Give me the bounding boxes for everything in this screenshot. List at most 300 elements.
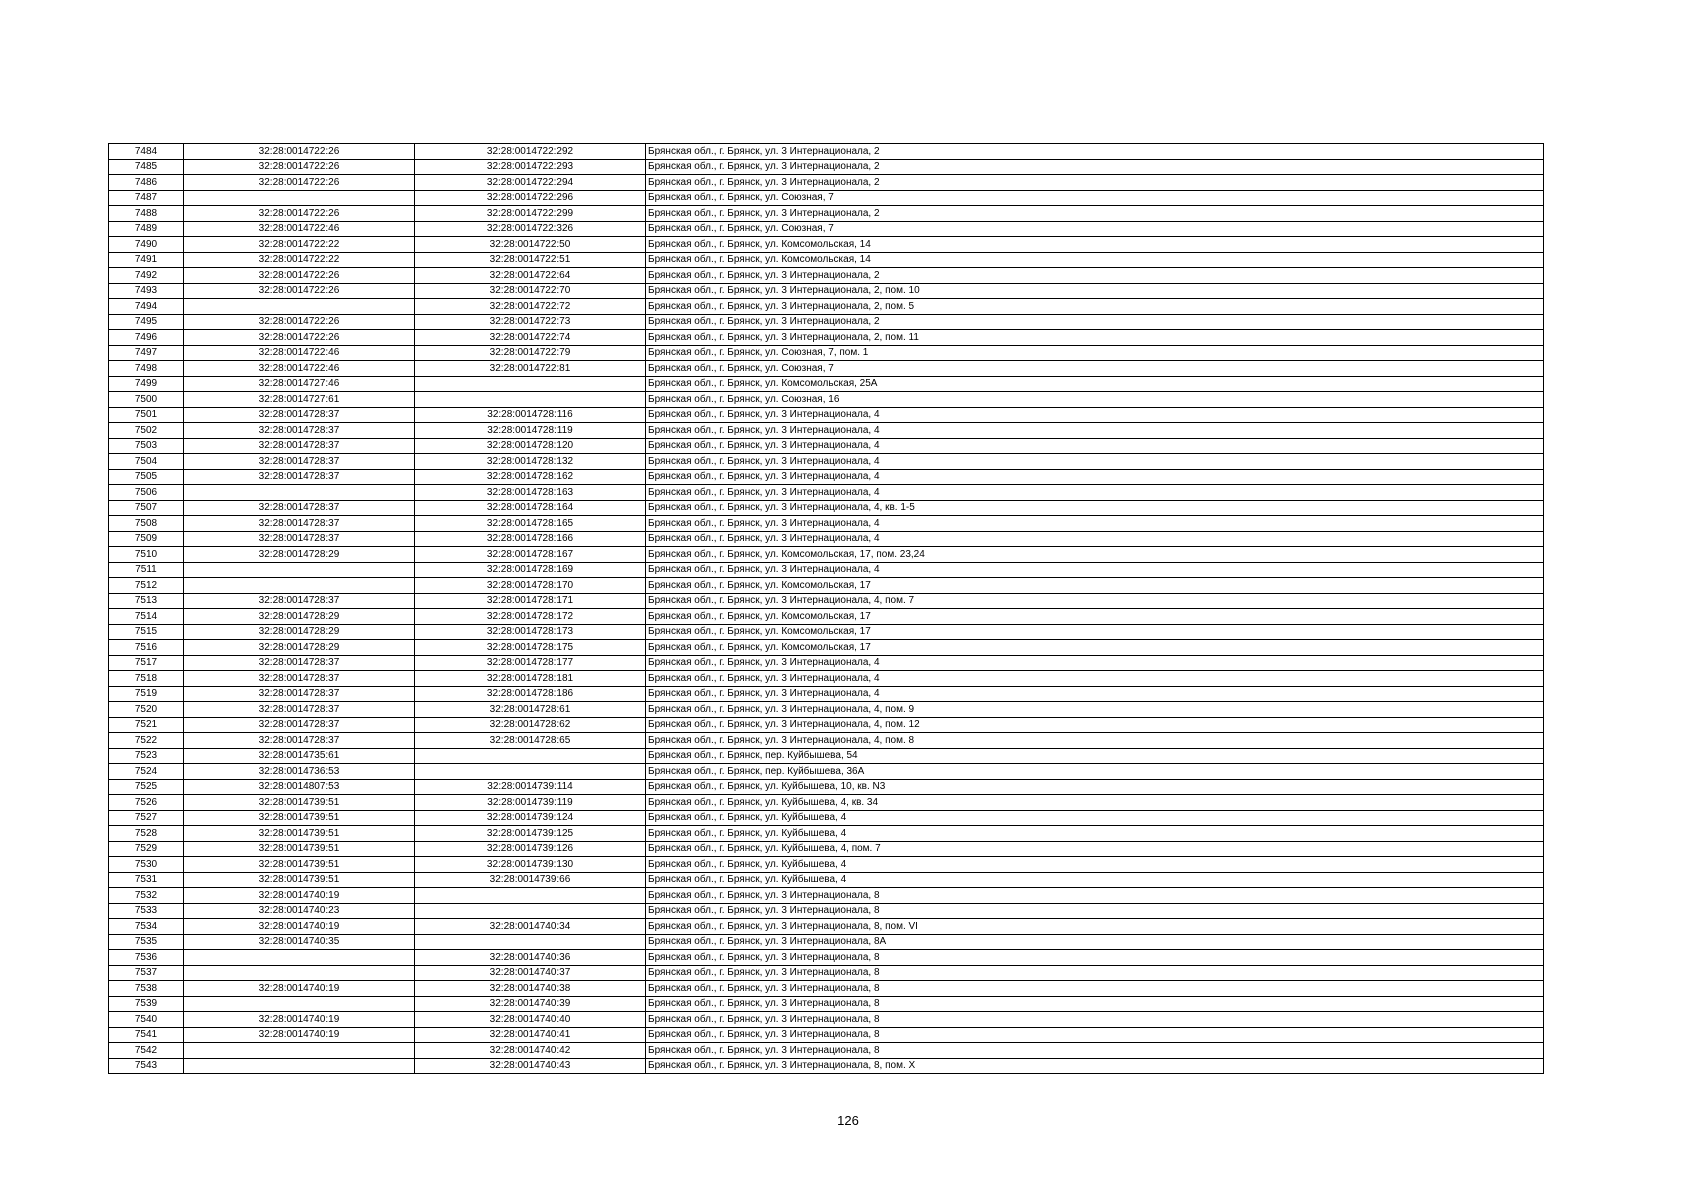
object-number-cell: 32:28:0014722:299 [415,206,646,222]
object-number-cell [415,903,646,919]
parcel-number-cell: 32:28:0014728:37 [184,655,415,671]
address-cell: Брянская обл., г. Брянск, ул. Комсомольская, 17 [646,578,1544,594]
address-cell: Брянская обл., г. Брянск, ул. 3 Интернационала, 4 [646,516,1544,532]
row-number-cell: 7487 [109,190,184,206]
parcel-number-cell: 32:28:0014728:37 [184,454,415,470]
table-row [109,965,1544,981]
address-cell: Брянская обл., г. Брянск, ул. 3 Интернационала, 8 [646,996,1544,1012]
parcel-number-cell: 32:28:0014739:51 [184,795,415,811]
row-number-cell: 7509 [109,531,184,547]
address-cell: Брянская обл., г. Брянск, ул. 3 Интернационала, 8А [646,934,1544,950]
row-number-cell: 7504 [109,454,184,470]
parcel-number-cell: 32:28:0014740:35 [184,934,415,950]
table-row [109,981,1544,997]
table-row [109,702,1544,718]
table-row [109,469,1544,485]
row-number-cell: 7518 [109,671,184,687]
object-number-cell: 32:28:0014722:64 [415,268,646,284]
parcel-number-cell: 32:28:0014728:37 [184,717,415,733]
object-number-cell: 32:28:0014722:293 [415,159,646,175]
table-row [109,547,1544,563]
address-cell: Брянская обл., г. Брянск, ул. 3 Интернационала, 4, пом. 9 [646,702,1544,718]
parcel-number-cell: 32:28:0014740:19 [184,1027,415,1043]
address-cell: Брянская обл., г. Брянск, ул. Союзная, 7 [646,361,1544,377]
table-row [109,857,1544,873]
parcel-number-cell: 32:28:0014728:37 [184,686,415,702]
address-cell: Брянская обл., г. Брянск, ул. 3 Интернационала, 8 [646,965,1544,981]
table-row [109,950,1544,966]
object-number-cell: 32:28:0014728:119 [415,423,646,439]
parcel-number-cell [184,578,415,594]
page-number: 126 [837,1113,859,1128]
address-cell: Брянская обл., г. Брянск, ул. Союзная, 7, пом. 1 [646,345,1544,361]
table-row [109,1058,1544,1074]
parcel-number-cell: 32:28:0014728:37 [184,423,415,439]
row-number-cell: 7515 [109,624,184,640]
parcel-number-cell: 32:28:0014739:51 [184,841,415,857]
row-number-cell: 7540 [109,1012,184,1028]
parcel-number-cell: 32:28:0014722:26 [184,268,415,284]
table-row [109,407,1544,423]
address-cell: Брянская обл., г. Брянск, ул. Комсомольская, 17, пом. 23,24 [646,547,1544,563]
table-row [109,717,1544,733]
object-number-cell [415,376,646,392]
row-number-cell: 7510 [109,547,184,563]
row-number-cell: 7496 [109,330,184,346]
object-number-cell: 32:28:0014728:164 [415,500,646,516]
parcel-number-cell [184,965,415,981]
address-cell: Брянская обл., г. Брянск, ул. 3 Интернационала, 8 [646,903,1544,919]
row-number-cell: 7532 [109,888,184,904]
row-number-cell: 7529 [109,841,184,857]
row-number-cell: 7537 [109,965,184,981]
table-row [109,500,1544,516]
object-number-cell: 32:28:0014739:126 [415,841,646,857]
parcel-number-cell: 32:28:0014740:19 [184,981,415,997]
parcel-number-cell: 32:28:0014722:46 [184,361,415,377]
object-number-cell: 32:28:0014740:43 [415,1058,646,1074]
object-number-cell: 32:28:0014728:162 [415,469,646,485]
row-number-cell: 7500 [109,392,184,408]
row-number-cell: 7488 [109,206,184,222]
row-number-cell: 7503 [109,438,184,454]
row-number-cell: 7539 [109,996,184,1012]
object-number-cell: 32:28:0014722:292 [415,144,646,160]
table-row [109,376,1544,392]
address-cell: Брянская обл., г. Брянск, ул. Куйбышева, 4, кв. 34 [646,795,1544,811]
object-number-cell: 32:28:0014722:73 [415,314,646,330]
address-cell: Брянская обл., г. Брянск, ул. Комсомольская, 25А [646,376,1544,392]
object-number-cell: 32:28:0014728:62 [415,717,646,733]
address-cell: Брянская обл., г. Брянск, ул. Комсомольская, 17 [646,640,1544,656]
table-row [109,237,1544,253]
parcel-number-cell: 32:28:0014727:46 [184,376,415,392]
row-number-cell: 7524 [109,764,184,780]
object-number-cell: 32:28:0014722:50 [415,237,646,253]
table-row [109,640,1544,656]
address-cell: Брянская обл., г. Брянск, ул. 3 Интернационала, 4, кв. 1-5 [646,500,1544,516]
object-number-cell: 32:28:0014740:37 [415,965,646,981]
address-cell: Брянская обл., г. Брянск, ул. 3 Интернационала, 2, пом. 5 [646,299,1544,315]
table-row [109,190,1544,206]
row-number-cell: 7512 [109,578,184,594]
address-cell: Брянская обл., г. Брянск, ул. 3 Интернационала, 8, пом. VI [646,919,1544,935]
table-row [109,996,1544,1012]
parcel-number-cell [184,996,415,1012]
object-number-cell: 32:28:0014722:70 [415,283,646,299]
row-number-cell: 7542 [109,1043,184,1059]
row-number-cell: 7536 [109,950,184,966]
parcel-number-cell [184,299,415,315]
table-row [109,733,1544,749]
address-cell: Брянская обл., г. Брянск, ул. 3 Интернационала, 8 [646,950,1544,966]
parcel-number-cell: 32:28:0014722:26 [184,314,415,330]
parcel-number-cell: 32:28:0014739:51 [184,810,415,826]
row-number-cell: 7489 [109,221,184,237]
address-cell: Брянская обл., г. Брянск, пер. Куйбышева, 36А [646,764,1544,780]
address-cell: Брянская обл., г. Брянск, ул. 3 Интернационала, 8 [646,888,1544,904]
table-row [109,810,1544,826]
address-cell: Брянская обл., г. Брянск, ул. 3 Интернационала, 4 [646,655,1544,671]
row-number-cell: 7526 [109,795,184,811]
parcel-number-cell: 32:28:0014722:46 [184,345,415,361]
row-number-cell: 7530 [109,857,184,873]
row-number-cell: 7501 [109,407,184,423]
address-cell: Брянская обл., г. Брянск, ул. 3 Интернационала, 2 [646,144,1544,160]
object-number-cell [415,888,646,904]
address-cell: Брянская обл., г. Брянск, ул. 3 Интернационала, 8 [646,1027,1544,1043]
parcel-number-cell: 32:28:0014807:53 [184,779,415,795]
table-row [109,779,1544,795]
parcel-number-cell: 32:28:0014722:22 [184,237,415,253]
row-number-cell: 7538 [109,981,184,997]
row-number-cell: 7495 [109,314,184,330]
address-cell: Брянская обл., г. Брянск, ул. 3 Интернационала, 4 [646,671,1544,687]
object-number-cell: 32:28:0014739:114 [415,779,646,795]
parcel-number-cell [184,950,415,966]
object-number-cell: 32:28:0014728:61 [415,702,646,718]
parcel-number-cell: 32:28:0014736:53 [184,764,415,780]
row-number-cell: 7513 [109,593,184,609]
address-cell: Брянская обл., г. Брянск, ул. Куйбышева, 4, пом. 7 [646,841,1544,857]
table-row [109,872,1544,888]
table-row [109,919,1544,935]
parcel-number-cell: 32:28:0014728:37 [184,469,415,485]
row-number-cell: 7523 [109,748,184,764]
table-row [109,454,1544,470]
table-row [109,361,1544,377]
table-row [109,888,1544,904]
object-number-cell: 32:28:0014739:130 [415,857,646,873]
object-number-cell: 32:28:0014728:172 [415,609,646,625]
row-number-cell: 7511 [109,562,184,578]
row-number-cell: 7516 [109,640,184,656]
row-number-cell: 7535 [109,934,184,950]
table-row [109,144,1544,160]
parcel-number-cell: 32:28:0014739:51 [184,872,415,888]
object-number-cell: 32:28:0014728:171 [415,593,646,609]
table-row [109,268,1544,284]
object-number-cell: 32:28:0014728:166 [415,531,646,547]
table-body [109,144,1544,1074]
table-row [109,593,1544,609]
object-number-cell [415,934,646,950]
address-cell: Брянская обл., г. Брянск, ул. Комсомольская, 17 [646,624,1544,640]
table-row [109,485,1544,501]
row-number-cell: 7533 [109,903,184,919]
table-row [109,252,1544,268]
table-row [109,392,1544,408]
object-number-cell: 32:28:0014728:186 [415,686,646,702]
parcel-number-cell: 32:28:0014728:29 [184,624,415,640]
table-row [109,686,1544,702]
parcel-number-cell: 32:28:0014728:37 [184,407,415,423]
address-cell: Брянская обл., г. Брянск, ул. 3 Интернационала, 4, пом. 12 [646,717,1544,733]
row-number-cell: 7517 [109,655,184,671]
table-row [109,826,1544,842]
cadastral-table [108,143,1544,1074]
row-number-cell: 7497 [109,345,184,361]
object-number-cell: 32:28:0014728:167 [415,547,646,563]
object-number-cell: 32:28:0014740:34 [415,919,646,935]
address-cell: Брянская обл., г. Брянск, ул. 3 Интернационала, 4 [646,423,1544,439]
row-number-cell: 7502 [109,423,184,439]
object-number-cell: 32:28:0014739:119 [415,795,646,811]
address-cell: Брянская обл., г. Брянск, ул. Комсомольская, 17 [646,609,1544,625]
row-number-cell: 7527 [109,810,184,826]
address-cell: Брянская обл., г. Брянск, ул. 3 Интернационала, 2 [646,314,1544,330]
object-number-cell: 32:28:0014728:163 [415,485,646,501]
object-number-cell: 32:28:0014728:120 [415,438,646,454]
parcel-number-cell [184,190,415,206]
parcel-number-cell: 32:28:0014728:29 [184,547,415,563]
object-number-cell: 32:28:0014722:81 [415,361,646,377]
parcel-number-cell: 32:28:0014740:23 [184,903,415,919]
address-cell: Брянская обл., г. Брянск, ул. Куйбышева, 10, кв. N3 [646,779,1544,795]
object-number-cell: 32:28:0014740:42 [415,1043,646,1059]
object-number-cell: 32:28:0014728:132 [415,454,646,470]
parcel-number-cell [184,1043,415,1059]
parcel-number-cell: 32:28:0014728:29 [184,609,415,625]
row-number-cell: 7531 [109,872,184,888]
table-row [109,748,1544,764]
address-cell: Брянская обл., г. Брянск, ул. 3 Интернационала, 4 [646,454,1544,470]
parcel-number-cell: 32:28:0014722:26 [184,283,415,299]
row-number-cell: 7521 [109,717,184,733]
row-number-cell: 7505 [109,469,184,485]
parcel-number-cell: 32:28:0014722:26 [184,206,415,222]
row-number-cell: 7485 [109,159,184,175]
row-number-cell: 7486 [109,175,184,191]
table-row [109,159,1544,175]
table-row [109,175,1544,191]
table-row [109,578,1544,594]
row-number-cell: 7498 [109,361,184,377]
table-row [109,438,1544,454]
row-number-cell: 7528 [109,826,184,842]
parcel-number-cell: 32:28:0014739:51 [184,857,415,873]
address-cell: Брянская обл., г. Брянск, ул. Союзная, 16 [646,392,1544,408]
parcel-number-cell: 32:28:0014728:37 [184,531,415,547]
address-cell: Брянская обл., г. Брянск, ул. 3 Интернационала, 4 [646,686,1544,702]
table-row [109,841,1544,857]
parcel-number-cell: 32:28:0014728:37 [184,671,415,687]
table-row [109,562,1544,578]
address-cell: Брянская обл., г. Брянск, ул. 3 Интернационала, 2 [646,175,1544,191]
address-cell: Брянская обл., г. Брянск, ул. 3 Интернационала, 2 [646,159,1544,175]
address-cell: Брянская обл., г. Брянск, ул. 3 Интернационала, 2 [646,206,1544,222]
object-number-cell: 32:28:0014728:170 [415,578,646,594]
object-number-cell: 32:28:0014728:173 [415,624,646,640]
table-row [109,345,1544,361]
table-row [109,655,1544,671]
parcel-number-cell: 32:28:0014728:37 [184,438,415,454]
address-cell: Брянская обл., г. Брянск, ул. Куйбышева, 4 [646,826,1544,842]
address-cell: Брянская обл., г. Брянск, ул. 3 Интернационала, 4, пом. 8 [646,733,1544,749]
parcel-number-cell: 32:28:0014728:37 [184,702,415,718]
address-cell: Брянская обл., г. Брянск, ул. 3 Интернационала, 8 [646,981,1544,997]
parcel-number-cell: 32:28:0014722:26 [184,330,415,346]
row-number-cell: 7534 [109,919,184,935]
object-number-cell: 32:28:0014739:125 [415,826,646,842]
parcel-number-cell: 32:28:0014722:22 [184,252,415,268]
address-cell: Брянская обл., г. Брянск, ул. Союзная, 7 [646,190,1544,206]
table-row [109,299,1544,315]
parcel-number-cell: 32:28:0014722:26 [184,144,415,160]
object-number-cell: 32:28:0014728:116 [415,407,646,423]
table-row [109,221,1544,237]
row-number-cell: 7522 [109,733,184,749]
row-number-cell: 7525 [109,779,184,795]
row-number-cell: 7541 [109,1027,184,1043]
object-number-cell: 32:28:0014739:66 [415,872,646,888]
object-number-cell: 32:28:0014739:124 [415,810,646,826]
object-number-cell [415,748,646,764]
object-number-cell: 32:28:0014722:296 [415,190,646,206]
object-number-cell: 32:28:0014728:175 [415,640,646,656]
address-cell: Брянская обл., г. Брянск, ул. 3 Интернационала, 4, пом. 7 [646,593,1544,609]
object-number-cell: 32:28:0014722:79 [415,345,646,361]
address-cell: Брянская обл., г. Брянск, ул. 3 Интернационала, 8, пом. X [646,1058,1544,1074]
address-cell: Брянская обл., г. Брянск, ул. Комсомольская, 14 [646,237,1544,253]
parcel-number-cell: 32:28:0014740:19 [184,888,415,904]
address-cell: Брянская обл., г. Брянск, ул. 3 Интернационала, 8 [646,1043,1544,1059]
object-number-cell: 32:28:0014722:326 [415,221,646,237]
parcel-number-cell: 32:28:0014740:19 [184,1012,415,1028]
row-number-cell: 7508 [109,516,184,532]
table-row [109,795,1544,811]
address-cell: Брянская обл., г. Брянск, ул. 3 Интернационала, 4 [646,485,1544,501]
table-row [109,624,1544,640]
address-cell: Брянская обл., г. Брянск, пер. Куйбышева, 54 [646,748,1544,764]
object-number-cell: 32:28:0014728:165 [415,516,646,532]
address-cell: Брянская обл., г. Брянск, ул. Куйбышева, 4 [646,810,1544,826]
address-cell: Брянская обл., г. Брянск, ул. Куйбышева, 4 [646,857,1544,873]
address-cell: Брянская обл., г. Брянск, ул. 3 Интернационала, 2, пом. 11 [646,330,1544,346]
parcel-number-cell: 32:28:0014728:37 [184,516,415,532]
object-number-cell: 32:28:0014728:169 [415,562,646,578]
address-cell: Брянская обл., г. Брянск, ул. 3 Интернационала, 4 [646,531,1544,547]
table-row [109,314,1544,330]
table-row [109,934,1544,950]
object-number-cell: 32:28:0014740:38 [415,981,646,997]
row-number-cell: 7493 [109,283,184,299]
object-number-cell [415,392,646,408]
address-cell: Брянская обл., г. Брянск, ул. 3 Интернационала, 2 [646,268,1544,284]
parcel-number-cell: 32:28:0014722:46 [184,221,415,237]
parcel-number-cell [184,562,415,578]
table-row [109,206,1544,222]
table-row [109,764,1544,780]
parcel-number-cell: 32:28:0014722:26 [184,159,415,175]
table-row [109,609,1544,625]
parcel-number-cell: 32:28:0014728:37 [184,733,415,749]
row-number-cell: 7519 [109,686,184,702]
table-row [109,1012,1544,1028]
row-number-cell: 7543 [109,1058,184,1074]
object-number-cell [415,764,646,780]
address-cell: Брянская обл., г. Брянск, ул. 3 Интернационала, 2, пом. 10 [646,283,1544,299]
row-number-cell: 7514 [109,609,184,625]
parcel-number-cell: 32:28:0014727:61 [184,392,415,408]
table-row [109,1027,1544,1043]
address-cell: Брянская обл., г. Брянск, ул. 3 Интернационала, 4 [646,407,1544,423]
row-number-cell: 7492 [109,268,184,284]
parcel-number-cell: 32:28:0014728:29 [184,640,415,656]
parcel-number-cell [184,485,415,501]
row-number-cell: 7490 [109,237,184,253]
address-cell: Брянская обл., г. Брянск, ул. Комсомольская, 14 [646,252,1544,268]
parcel-number-cell: 32:28:0014739:51 [184,826,415,842]
table-row [109,671,1544,687]
table-row [109,330,1544,346]
object-number-cell: 32:28:0014722:72 [415,299,646,315]
row-number-cell: 7520 [109,702,184,718]
address-cell: Брянская обл., г. Брянск, ул. 3 Интернационала, 8 [646,1012,1544,1028]
row-number-cell: 7499 [109,376,184,392]
table-row [109,531,1544,547]
object-number-cell: 32:28:0014722:294 [415,175,646,191]
object-number-cell: 32:28:0014740:36 [415,950,646,966]
object-number-cell: 32:28:0014740:41 [415,1027,646,1043]
table-row [109,283,1544,299]
address-cell: Брянская обл., г. Брянск, ул. 3 Интернационала, 4 [646,469,1544,485]
parcel-number-cell: 32:28:0014728:37 [184,500,415,516]
row-number-cell: 7484 [109,144,184,160]
table-row [109,516,1544,532]
object-number-cell: 32:28:0014740:40 [415,1012,646,1028]
table-row [109,903,1544,919]
row-number-cell: 7507 [109,500,184,516]
object-number-cell: 32:28:0014728:181 [415,671,646,687]
table-row [109,1043,1544,1059]
address-cell: Брянская обл., г. Брянск, ул. 3 Интернационала, 4 [646,562,1544,578]
object-number-cell: 32:28:0014722:51 [415,252,646,268]
row-number-cell: 7506 [109,485,184,501]
address-cell: Брянская обл., г. Брянск, ул. 3 Интернационала, 4 [646,438,1544,454]
object-number-cell: 32:28:0014728:65 [415,733,646,749]
row-number-cell: 7491 [109,252,184,268]
address-cell: Брянская обл., г. Брянск, ул. Союзная, 7 [646,221,1544,237]
object-number-cell: 32:28:0014740:39 [415,996,646,1012]
object-number-cell: 32:28:0014722:74 [415,330,646,346]
parcel-number-cell: 32:28:0014722:26 [184,175,415,191]
parcel-number-cell [184,1058,415,1074]
parcel-number-cell: 32:28:0014740:19 [184,919,415,935]
address-cell: Брянская обл., г. Брянск, ул. Куйбышева, 4 [646,872,1544,888]
object-number-cell: 32:28:0014728:177 [415,655,646,671]
table-row [109,423,1544,439]
